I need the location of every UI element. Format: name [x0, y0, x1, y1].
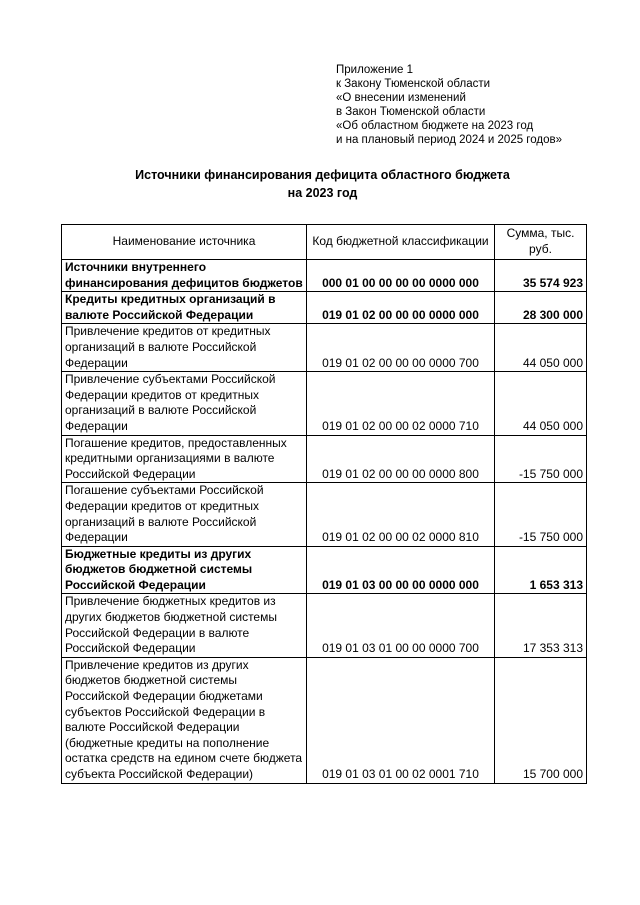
amount-cell: 35 574 923 — [495, 260, 587, 292]
budget-code-cell: 019 01 03 01 00 02 0001 710 — [307, 657, 495, 783]
amount-cell: 1 653 313 — [495, 546, 587, 594]
amount-cell: 44 050 000 — [495, 372, 587, 435]
appendix-line: «О внесении изменений — [336, 92, 466, 104]
table-row — [62, 292, 587, 324]
appendix-line: Приложение 1 — [336, 64, 414, 76]
appendix-line: «Об областном бюджете на 2023 год — [336, 120, 534, 132]
document-title — [60, 166, 585, 202]
table-row — [62, 435, 587, 483]
source-name-cell: Кредиты кредитных организаций в валюте Российской Федерации — [62, 292, 307, 324]
table-row — [62, 483, 587, 546]
title-line-2: на 2023 год — [287, 186, 358, 200]
amount-cell: -15 750 000 — [495, 483, 587, 546]
table-row — [62, 594, 587, 657]
budget-code-cell: 019 01 02 00 00 02 0000 810 — [307, 483, 495, 546]
source-name-cell: Погашение субъектами Российской Федерации кредитов от кредитных организаций в валюте Российской Федерации — [62, 483, 307, 546]
table-row — [62, 372, 587, 435]
title-line-1: Источники финансирования дефицита областного бюджета — [135, 168, 510, 182]
table-row — [62, 260, 587, 292]
amount-cell: -15 750 000 — [495, 435, 587, 483]
budget-code-cell: 000 01 00 00 00 00 0000 000 — [307, 260, 495, 292]
table-row — [62, 324, 587, 372]
amount-cell: 15 700 000 — [495, 657, 587, 783]
budget-code-cell: 019 01 02 00 00 02 0000 710 — [307, 372, 495, 435]
source-name-cell: Источники внутреннего финансирования дефицитов бюджетов — [62, 260, 307, 292]
budget-code-cell: 019 01 03 01 00 00 0000 700 — [307, 594, 495, 657]
appendix-line: и на плановый период 2024 и 2025 годов» — [336, 134, 562, 146]
source-name-cell: Погашение кредитов, предоставленных кредитными организациями в валюте Российской Федерации — [62, 435, 307, 483]
appendix-line: к Закону Тюменской области — [336, 78, 491, 90]
table-row — [62, 657, 587, 783]
header-name: Наименование источника — [62, 225, 307, 260]
appendix-header — [336, 63, 562, 147]
amount-cell: 17 353 313 — [495, 594, 587, 657]
budget-code-cell: 019 01 02 00 00 00 0000 000 — [307, 292, 495, 324]
table-row — [62, 546, 587, 594]
appendix-line: в Закон Тюменской области — [336, 106, 486, 118]
amount-cell: 28 300 000 — [495, 292, 587, 324]
header-code: Код бюджетной классификации — [307, 225, 495, 260]
source-name-cell: Привлечение кредитов из других бюджетов бюджетной системы Российской Федерации бюджетами субъектов Российской Федерации в валюте Российской Федерации (бюджетные кредиты на пополнение остатка средств на едином счете бюджета субъекта Российской Федерации) — [62, 657, 307, 783]
budget-code-cell: 019 01 03 00 00 00 0000 000 — [307, 546, 495, 594]
table-header-row — [62, 225, 587, 260]
budget-code-cell: 019 01 02 00 00 00 0000 800 — [307, 435, 495, 483]
table-body — [62, 260, 587, 784]
source-name-cell: Привлечение субъектами Российской Федерации кредитов от кредитных организаций в валюте Российской Федерации — [62, 372, 307, 435]
amount-cell: 44 050 000 — [495, 324, 587, 372]
source-name-cell: Привлечение кредитов от кредитных организаций в валюте Российской Федерации — [62, 324, 307, 372]
source-name-cell: Бюджетные кредиты из других бюджетов бюджетной системы Российской Федерации — [62, 546, 307, 594]
header-sum: Сумма, тыс. руб. — [495, 225, 587, 260]
source-name-cell: Привлечение бюджетных кредитов из других бюджетов бюджетной системы Российской Федерации в валюте Российской Федерации — [62, 594, 307, 657]
budget-sources-table — [61, 224, 587, 784]
budget-code-cell: 019 01 02 00 00 00 0000 700 — [307, 324, 495, 372]
